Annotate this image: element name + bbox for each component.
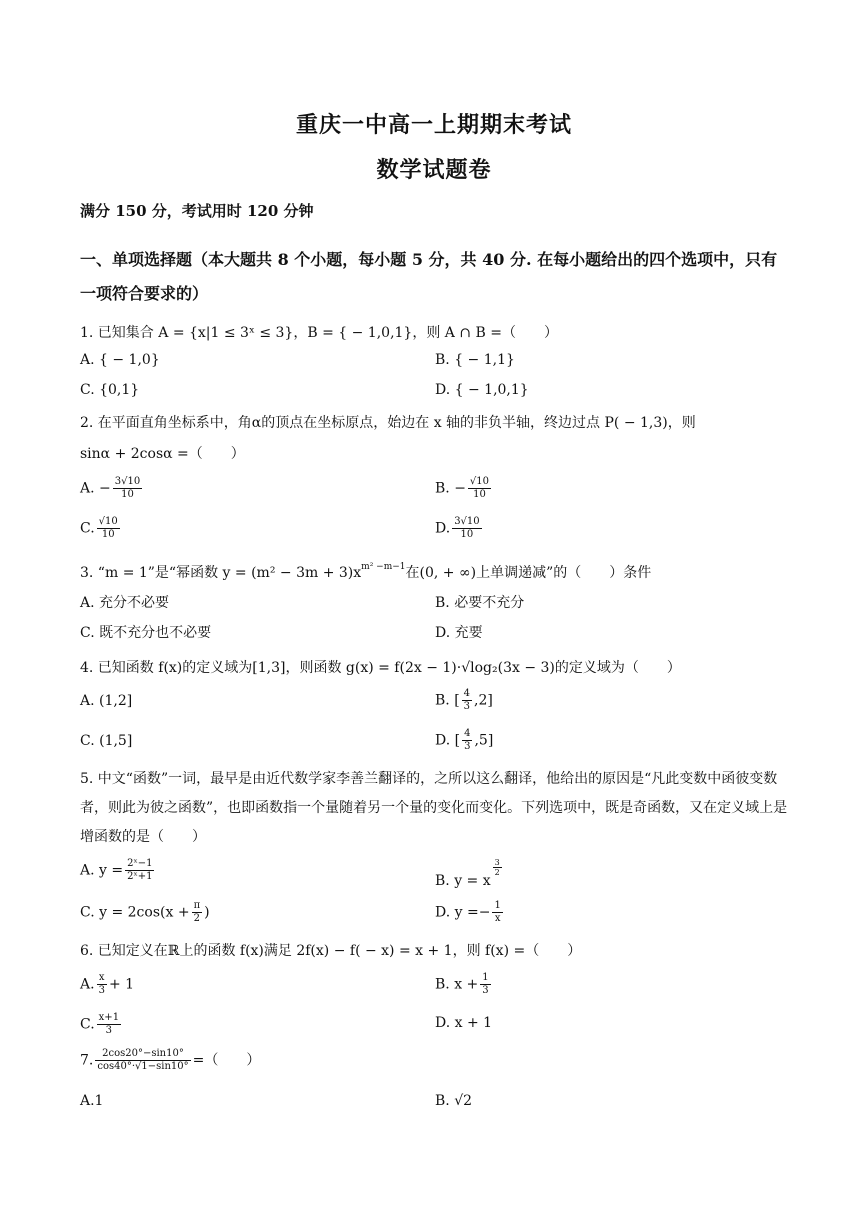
exam-meta: 满分 150 分，考试用时 120 分钟	[80, 202, 314, 220]
section-heading: 一、单项选择题（本大题共 8 个小题，每小题 5 分，共 40 分. 在每小题给出的四个选项中，只有一项符合要求的）	[80, 250, 778, 303]
q5-option-b: B. y = x $\frac{3}{2}$	[435, 858, 500, 889]
q1-option-c: C. {0,1}	[80, 382, 140, 398]
q6-option-c: C. $\frac{x+1}{3}$	[80, 1012, 120, 1036]
q2-option-d: D. $\frac{3√10}{10}$	[435, 516, 480, 540]
q3-option-a: A. 充分不必要	[80, 595, 170, 611]
fraction: $\frac{4}{3}$	[464, 728, 471, 752]
q2-stem-cont: sinα + 2cosα =（ ）	[80, 446, 245, 462]
q7-option-b: B. √2	[435, 1093, 473, 1109]
q7-stem: 7. $\frac{2\cos 20^\circ-\sin 10^\circ}{\cos 40^\circ\cdot√1-\sin 10^\circ}$ =（ ）	[80, 1048, 261, 1072]
q4-stem: 4. 已知函数 f(x)的定义域为[1,3]，则函数 g(x) = f(2x − 1)·√log₂(3x − 3)的定义域为（ ）	[80, 660, 681, 676]
q5-option-c: C. y = 2cos(x + $\frac{\pi}{2}$ )	[80, 900, 210, 924]
fraction: $\frac{√10}{10}$	[98, 516, 118, 540]
q5-stem: 5. 中文“函数”一词，最早是由近代数学家李善兰翻译的，之所以这么翻译，他给出的原因是“凡此变数中函彼变数者，则此为彼之函数”，也即函数指一个量随着另一个量的变化而变化。下列选项中，既是奇函数，又在定义域上是增函数的是（ ）	[80, 771, 788, 845]
q6-option-d: D. x + 1	[435, 1015, 493, 1031]
fraction: $\frac{3√10}{10}$	[454, 516, 480, 540]
fraction: $\frac{3√10}{10}$	[114, 476, 141, 500]
q1-option-b: B. { − 1,1}	[435, 352, 515, 368]
q3-stem: 3. “m = 1”是“幂函数 $y = (m^2 - 3m + 3)x^{m^2 -m-1}$在(0, + ∞)上单调递减”的（ ）条件	[80, 562, 652, 581]
fraction: $\frac{x+1}{3}$	[98, 1012, 120, 1036]
exponent: m² −m−1	[361, 562, 406, 572]
q1-stem: 1. 已知集合 A = {x|1 ≤ 3ˣ ≤ 3}，B = { − 1,0,1}，则 A ∩ B =（ ）	[80, 325, 558, 341]
q6-stem: 6. 已知定义在ℝ上的函数 f(x)满足 2f(x) − f( − x) = x + 1，则 f(x) =（ ）	[80, 943, 582, 959]
q1-option-d: D. { − 1,0,1}	[435, 382, 529, 398]
q2-stem: 2. 在平面直角坐标系中，角α的顶点在坐标原点，始边在 x 轴的非负半轴，终边过点 P( − 1,3)，则	[80, 415, 696, 431]
exam-subtitle: 数学试题卷	[376, 157, 492, 183]
fraction: $\frac{1}{3}$	[482, 972, 489, 996]
fraction: $\frac{√10}{10}$	[469, 476, 490, 500]
q4-option-b: B. [ $\frac{4}{3}$ ,2]	[435, 688, 493, 712]
fraction: $\frac{\text{2ˣ−1}}{\text{2ˣ+1}}$	[127, 858, 153, 882]
q3-option-b: B. 必要不充分	[435, 595, 525, 611]
q2-option-c: C. $\frac{√10}{10}$	[80, 516, 118, 540]
q2-option-a: A. − $\frac{3√10}{10}$	[80, 476, 141, 500]
q5-option-d: D. y =− $\frac{1}{x}$	[435, 900, 501, 924]
q6-option-b: B. x + $\frac{1}{3}$	[435, 972, 489, 996]
q2-option-b: B. − $\frac{√10}{10}$	[435, 476, 490, 500]
q7-option-a: A.1	[80, 1093, 104, 1109]
q4-option-c: C. (1,5]	[80, 733, 133, 749]
exam-title: 重庆一中高一上期期末考试	[295, 112, 572, 138]
fraction: $\frac{2\cos 20^\circ-\sin 10^\circ}{\cos 40^\circ\cdot√1-\sin 10^\circ}$	[97, 1048, 189, 1072]
q5-option-a: A. y = $\frac{\text{2ˣ−1}}{\text{2ˣ+1}}$	[80, 858, 153, 882]
fraction: $\frac{1}{x}$	[494, 900, 501, 924]
q3-option-d: D. 充要	[435, 625, 483, 641]
q1-option-a: A. { − 1,0}	[80, 352, 160, 368]
fraction: $\frac{\pi}{2}$	[193, 900, 201, 924]
q3-option-c: C. 既不充分也不必要	[80, 625, 212, 641]
exponent-fraction: $\frac{3}{2}$	[494, 858, 500, 877]
fraction: $\frac{x}{3}$	[98, 972, 105, 996]
q4-option-a: A. (1,2]	[80, 693, 133, 709]
q4-option-d: D. [ $\frac{4}{3}$ ,5]	[435, 728, 494, 752]
q6-option-a: A. $\frac{x}{3}$ + 1	[80, 972, 135, 996]
fraction: $\frac{4}{3}$	[463, 688, 471, 712]
